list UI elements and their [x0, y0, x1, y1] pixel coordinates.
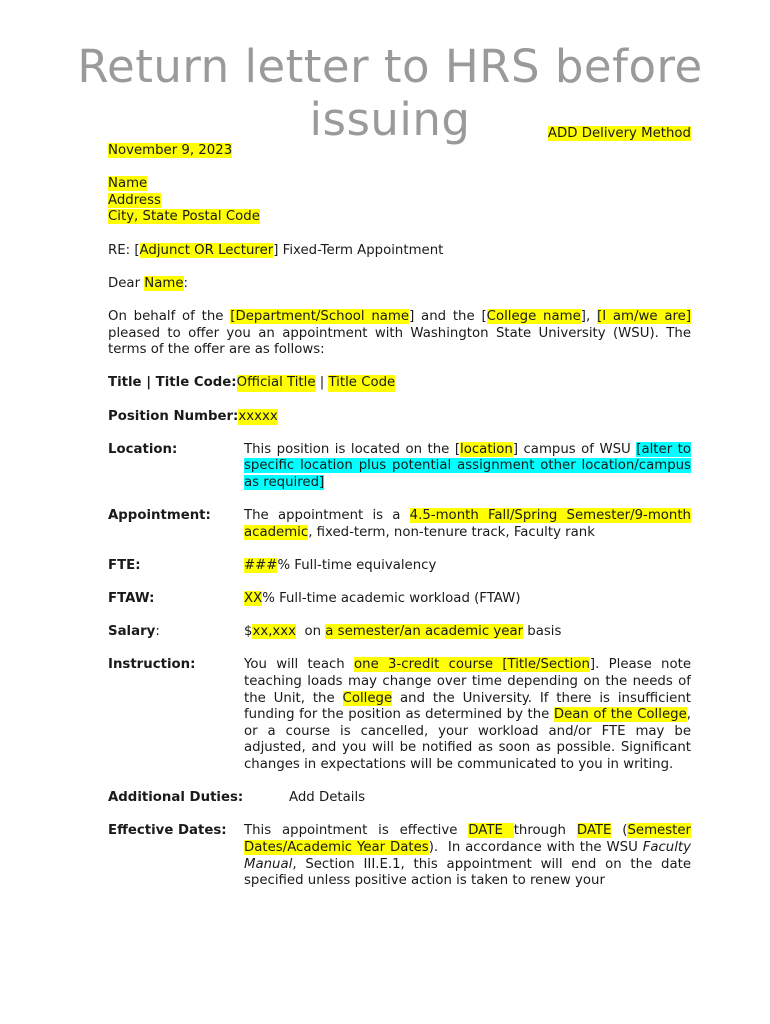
location-row — [108, 442, 691, 492]
appointment-row — [108, 508, 691, 541]
position-number-label: Position Number: — [108, 408, 239, 424]
location-value: This position is located on the [location] campus of WSU [alter to specific location plus potential assignment other location/campus as required] — [244, 441, 691, 490]
additional-duties-value: Add Details — [289, 790, 366, 806]
position-number-value: xxxxx — [238, 408, 278, 424]
title-code-row: Title | Title Code: Official Title | Title Code — [108, 375, 396, 391]
effective-dates-label: Effective Dates: — [108, 823, 227, 839]
official-title: Official Title — [236, 375, 316, 391]
salary-row — [108, 624, 691, 641]
watermark-text: Return letter to HRS before issuing — [77, 40, 703, 146]
fte-value: ###% Full-time equivalency — [244, 557, 437, 573]
recipient-block — [108, 176, 691, 226]
appointment-label: Appointment: — [108, 508, 211, 524]
recipient-name: Name — [108, 176, 148, 192]
ftaw-row — [108, 591, 691, 608]
salutation: Dear Name: — [108, 275, 188, 291]
instruction-value: You will teach one 3-credit course [Title/Section]. Please note teaching loads may change over time depending on the needs of the Unit, the College and the University. If there is insufficient funding for the position as determined by the Dean of the College, or a course is cancelled, your workload and/or FTE may be adjusted, and you will be notified as soon as possible. Significant changes in expectations will be communicated to you in writing. — [244, 657, 691, 772]
instruction-row — [108, 657, 691, 773]
salary-value: $xx,xxx on a semester/an academic year basis — [244, 624, 562, 640]
additional-duties-label: Additional Duties: — [108, 790, 244, 806]
position-number-row — [108, 409, 691, 426]
fte-row — [108, 558, 691, 575]
ftaw-value: XX% Full-time academic workload (FTAW) — [244, 591, 521, 607]
letter-date — [108, 143, 691, 160]
salary-label: Salary: — [108, 624, 160, 640]
recipient-address: Address — [108, 192, 161, 208]
letter-body — [108, 143, 691, 890]
ftaw-label: FTAW: — [108, 591, 155, 607]
effective-dates-row — [108, 823, 691, 889]
location-label: Location: — [108, 441, 178, 457]
instruction-label: Instruction: — [108, 657, 196, 673]
re-type: Adjunct OR Lecturer — [139, 242, 274, 258]
title-code: Title Code — [328, 375, 396, 391]
re-line: RE: [Adjunct OR Lecturer] Fixed-Term Appointment — [108, 242, 444, 258]
salutation-name: Name — [144, 275, 184, 291]
appointment-value: The appointment is a 4.5-month Fall/Spring Semester/9-month academic, fixed-term, non-tenure track, Faculty rank — [244, 508, 691, 540]
delivery-method: ADD Delivery Method — [547, 126, 691, 141]
title-code-label: Title | Title Code: — [108, 375, 237, 391]
intro-paragraph: On behalf of the [Department/School name] and the [College name], [I am/we are] pleased to offer you an appointment with Washington State University (WSU). The terms of the offer are as follows: — [108, 308, 692, 358]
additional-duties-row — [108, 790, 691, 807]
date-text: November 9, 2023 — [108, 143, 233, 158]
effective-dates-value: This appointment is effective DATE through DATE (Semester Dates/Academic Year Dates). In accordance with the WSU Faculty Manual, Section III.E.1, this appointment will end on the date specified unless positive action is taken to renew your — [244, 823, 692, 889]
recipient-city: City, State Postal Code — [108, 209, 260, 225]
fte-label: FTE: — [108, 557, 141, 573]
